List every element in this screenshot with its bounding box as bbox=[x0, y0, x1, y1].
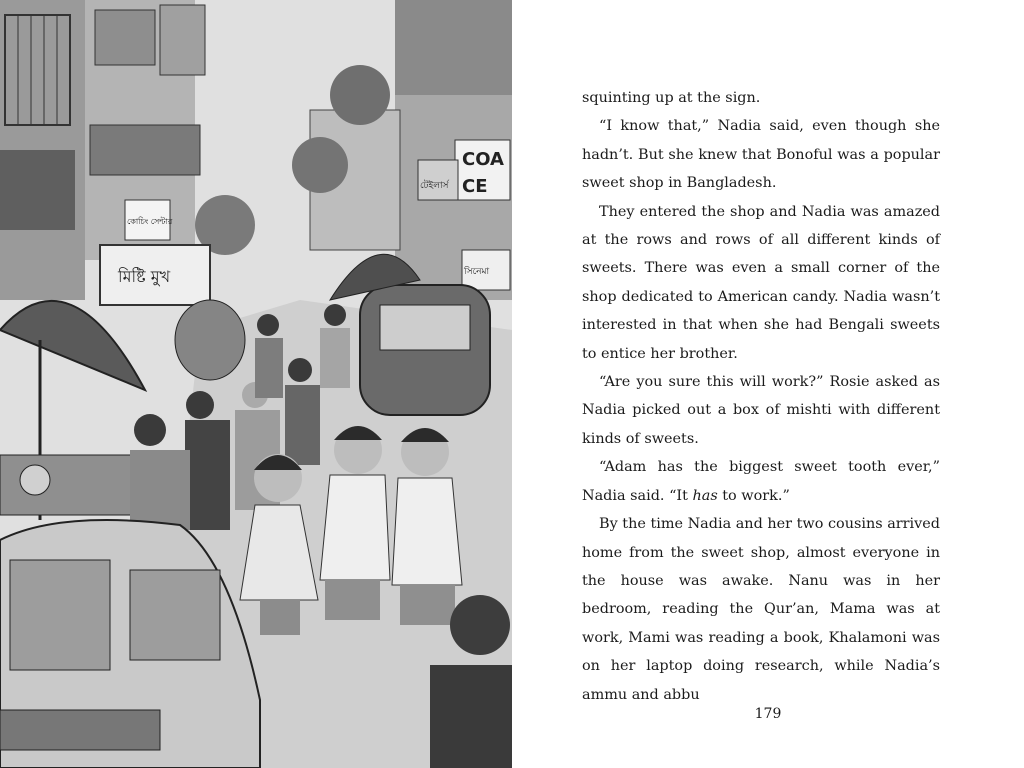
paragraph-5-part-a: “Adam has the biggest sweet tooth ever,” Nadia said. “It bbox=[582, 459, 940, 504]
paragraph-4: “Are you sure this will work?” Rosie asked as Nadia picked out a box of mishti with different kinds of sweets. bbox=[582, 374, 940, 447]
sign-cinema: সিনেমা bbox=[464, 267, 490, 277]
paragraph-3: They entered the shop and Nadia was amazed at the rows and rows of all different kinds of sweets. There was even a small corner of the shop dedicated to American candy. Nadia wasn’t interested in that when she had Bengali sweets to entice her brother. bbox=[582, 203, 940, 362]
body-text bbox=[582, 84, 940, 709]
page-number: 179 bbox=[754, 706, 782, 722]
sign-coa: COA bbox=[462, 149, 504, 170]
sign-sweet-shop: মিষ্টি মুখ bbox=[118, 267, 171, 286]
sign-coaching: কোচিং সেন্টার bbox=[127, 217, 173, 226]
sign-ce: CE bbox=[462, 176, 488, 197]
paragraph-5 bbox=[582, 453, 940, 510]
paragraph-6: By the time Nadia and her two cousins arrived home from the sweet shop, almost everyone in the house was awake. Nanu was in her bedroom, reading the Qur’an, Mama was at work, Mami was reading a book, Khalamoni was on her laptop doing research, while Nadia’s ammu and abbu bbox=[582, 516, 940, 703]
paragraph-5-emphasis: has bbox=[692, 487, 718, 504]
paragraph-5-part-c: to work.” bbox=[717, 487, 790, 504]
paragraph-1: squinting up at the sign. bbox=[582, 90, 761, 106]
paragraph-2: “I know that,” Nadia said, even though she hadn’t. But she knew that Bonoful was a popular sweet shop in Bangladesh. bbox=[582, 118, 940, 192]
sign-tailor: টেইলার্স bbox=[420, 181, 449, 191]
